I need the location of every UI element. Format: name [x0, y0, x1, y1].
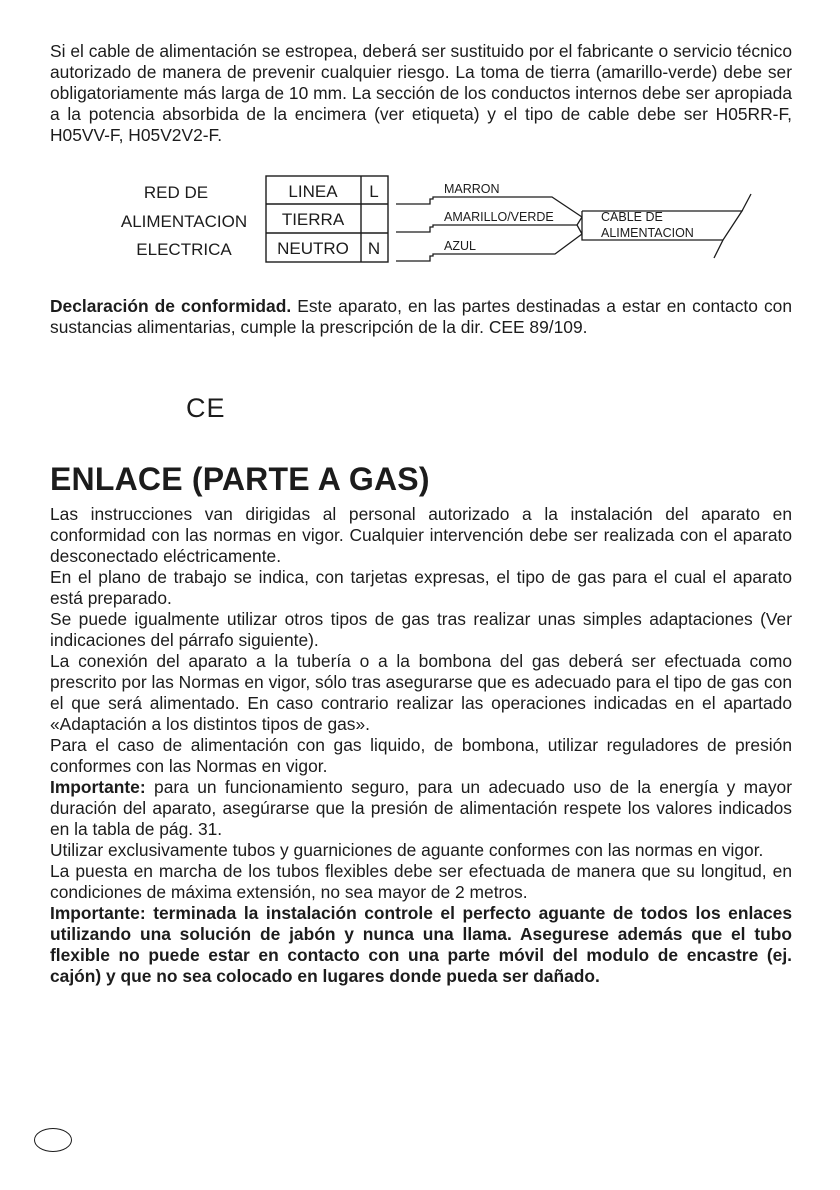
declaration-paragraph	[50, 296, 792, 338]
declaration-title: Declaración de conformidad.	[50, 296, 292, 316]
terminal-neutral-label: NEUTRO	[277, 239, 349, 258]
gas-connection-section	[50, 504, 792, 987]
section-heading: ENLACE (PARTE A GAS)	[50, 461, 430, 497]
body-paragraph-6: Utilizar exclusivamente tubos y guarniciones de aguante conformes con las normas en vigor.	[50, 840, 764, 860]
cable-label-line-2: ALIMENTACION	[601, 226, 694, 240]
wire-yellow-green-label: AMARILLO/VERDE	[444, 210, 554, 224]
supply-label-line-1: RED DE	[143, 183, 209, 202]
body-paragraph-7: La puesta en marcha de los tubos flexibles debe ser efectuada de manera que su longitud, en condiciones de máxima extensión, no sea mayor de 2 metros.	[50, 861, 792, 902]
wire-yellow-green	[396, 225, 577, 232]
important-text: para un funcionamiento seguro, para un adecuado uso de la energía y mayor duración del aparato, asegúrarse que la presión de alimentación respete los valores indicados en la tabla de pág. 31.	[50, 777, 792, 839]
page-number-oval	[34, 1128, 72, 1152]
terminal-line-code: L	[369, 182, 379, 201]
cable-end-line-bottom	[714, 240, 723, 258]
terminal-neutral-code: N	[367, 239, 381, 258]
cable-label-line-1: CABLE DE	[601, 210, 663, 224]
wire-brown-label: MARRON	[444, 182, 500, 196]
supply-label-line-2: ALIMENTACION	[120, 212, 248, 231]
cable-end-line-top	[742, 194, 751, 211]
intro-paragraph: Si el cable de alimentación se estropea, deberá ser sustituido por el fabricante o servicio técnico autorizado de manera de prevenir cualquier riesgo. La toma de tierra (amarillo-verde) debe ser obligatoriamente más larga de 10 mm. La sección de los conductos internos debe ser apropiada a la potencia absorbida de la encimera (ver etiqueta) y el tipo de cable debe ser H05RR-F, H05VV-F, H05V2V2-F.	[50, 41, 792, 145]
supply-label-line-3: ELECTRICA	[136, 240, 232, 259]
important-label: Importante:	[50, 777, 146, 797]
cable-sheath	[577, 217, 582, 234]
body-paragraph-4: La conexión del aparato a la tubería o a la bombona del gas deberá ser efectuada como prescrito por las Normas en vigor, sólo tras asegurarse que es adecuado para el tipo de gas con el que será alimentado. En caso contrario realizar las operaciones indicadas en el apartado «Adaptación a los distintos tipos de gas».	[50, 651, 792, 734]
body-paragraph-2: En el plano de trabajo se indica, con tarjetas expresas, el tipo de gas para el cual el aparato está preparado.	[50, 567, 792, 608]
wiring-diagram	[100, 172, 780, 266]
terminal-earth-label: TIERRA	[281, 210, 345, 229]
wire-blue-label: AZUL	[444, 239, 476, 253]
important-paragraph-1	[50, 777, 792, 840]
body-paragraph-5: Para el caso de alimentación con gas liquido, de bombona, utilizar reguladores de presión conformes con las Normas en vigor.	[50, 735, 792, 776]
declaration-text: Este aparato, en las partes destinadas a estar en contacto con sustancias alimentarias, cumple la prescripción de la dir. CEE 89/109.	[50, 296, 792, 337]
body-paragraph-3: Se puede igualmente utilizar otros tipos de gas tras realizar unas simples adaptaciones (Ver indicaciones del párrafo siguiente).	[50, 609, 792, 650]
body-paragraph-1: Las instrucciones van dirigidas al personal autorizado a la instalación del aparato en conformidad con las normas en vigor. Cualquier intervención debe ser realizada con el aparato desconectado eléctricamente.	[50, 504, 792, 566]
important-paragraph-2: Importante: terminada la instalación controle el perfecto aguante de todos los enlaces utilizando una solución de jabón y nunca una llama. Asegurese además que el tubo flexible no puede estar en contacto con una parte móvil del modulo de encastre (ej. cajón) y que no sea colocado en lugares donde pueda ser dañado.	[50, 903, 792, 986]
ce-mark: CE	[186, 393, 226, 423]
terminal-line-label: LINEA	[288, 182, 338, 201]
wire-blue	[396, 234, 582, 261]
